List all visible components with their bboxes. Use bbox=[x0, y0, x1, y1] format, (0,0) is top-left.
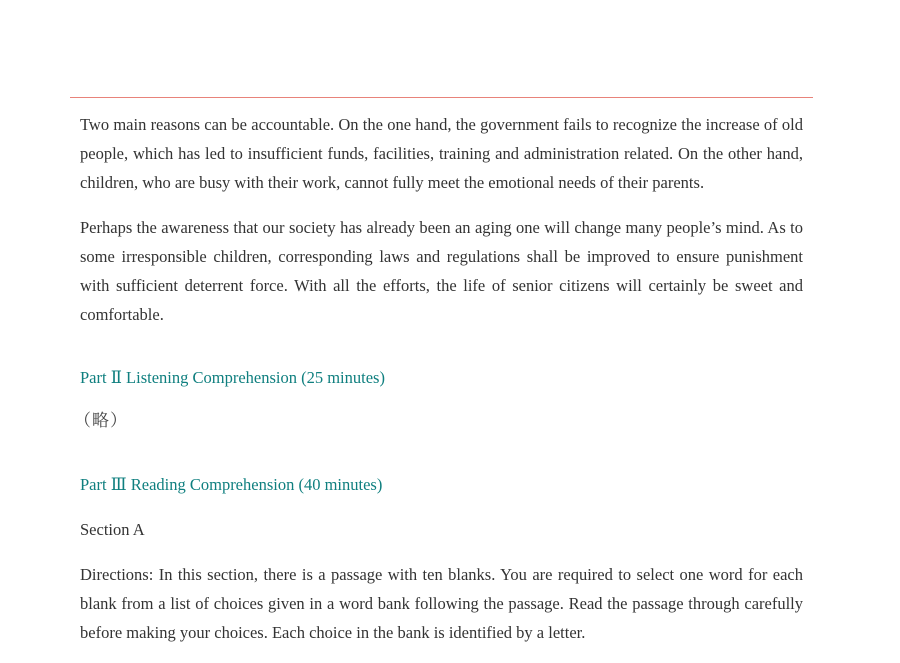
top-divider bbox=[70, 97, 813, 98]
paragraph-conclusion: Perhaps the awareness that our society has already been an aging one will change many people’s mind. As to some irresponsible children, corresponding laws and regulations shall be improved to ensure punishment with sufficient deterrent force. With all the efforts, the life of senior citizens will certainly be sweet and comfortable. bbox=[80, 218, 803, 324]
section-a-label: Section A bbox=[80, 520, 145, 539]
part2-heading: Part Ⅱ Listening Comprehension (25 minutes) bbox=[80, 368, 385, 387]
paragraph-reasons: Two main reasons can be accountable. On the one hand, the government fails to recognize the increase of old people, which has led to insufficient funds, facilities, training and administration related. On the other hand, children, who are busy with their work, cannot fully meet the emotional needs of their parents. bbox=[80, 115, 803, 192]
part3-heading: Part Ⅲ Reading Comprehension (40 minutes) bbox=[80, 475, 383, 494]
article-content bbox=[74, 110, 803, 647]
part2-omitted-note: （略） bbox=[74, 411, 128, 431]
directions-paragraph: Directions: In this section, there is a passage with ten blanks. You are required to select one word for each blank from a list of choices given in a word bank following the passage. Read the passage through carefully before making your choices. Each choice in the bank is identified by a letter. bbox=[80, 565, 803, 642]
